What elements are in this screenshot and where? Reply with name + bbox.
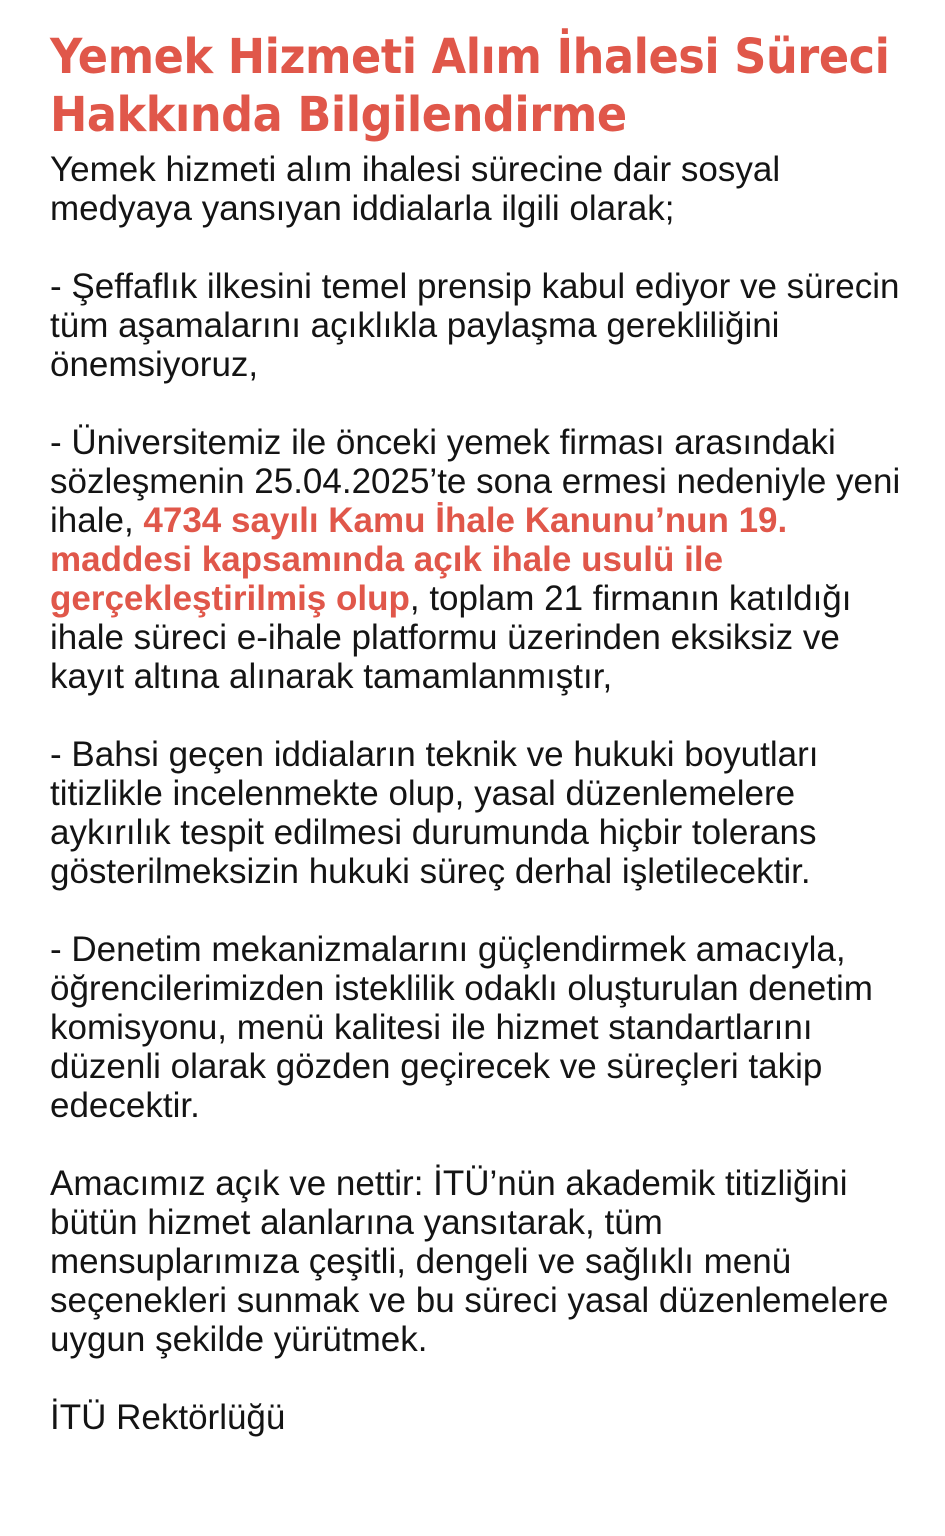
- bullet-tender-text-after: , toplam 21 firmanın katıldığı ihale süreci e-ihale platformu üzerinden eksiksiz ve kayıt altına alınarak tamamlanmıştır,: [50, 579, 852, 696]
- bullet-transparency: - Şeffaflık ilkesini temel prensip kabul ediyor ve sürecin tüm aşamalarını açıklıkla paylaşma gerekliliğini önemsiyoruz,: [50, 267, 900, 384]
- document-title: Yemek Hizmeti Alım İhalesi Süreci Hakkında Bilgilendirme: [50, 29, 890, 143]
- announcement-document: [50, 28, 920, 1476]
- signature: İTÜ Rektörlüğü: [50, 1398, 286, 1437]
- closing-paragraph: Amacımız açık ve nettir: İTÜ’nün akademik titizliğini bütün hizmet alanlarına yansıtarak, tüm mensuplarımıza çeşitli, dengeli ve sağlıklı menü seçenekleri sunmak ve bu süreci yasal düzenlemelere uygun şekilde yürütmek.: [50, 1164, 889, 1359]
- bullet-legal-review: - Bahsi geçen iddiaların teknik ve hukuki boyutları titizlikle incelenmekte olup, yasal düzenlemelere aykırılık tespit edilmesi durumunda hiçbir tolerans gösterilmeksizin hukuki süreç derhal işletilecektir.: [50, 735, 819, 891]
- bullet-audit-committee: - Denetim mekanizmalarını güçlendirmek amacıyla, öğrencilerimizden isteklilik odaklı oluşturulan denetim komisyonu, menü kalitesi ile hizmet standartlarını düzenli olarak gözden geçirecek ve süreçleri takip edecektir.: [50, 930, 873, 1125]
- intro-paragraph: Yemek hizmeti alım ihalesi sürecine dair sosyal medyaya yansıyan iddialarla ilgili olarak;: [50, 150, 781, 228]
- bullet-tender-process: [50, 423, 920, 696]
- legal-reference-highlight: 4734 sayılı Kamu İhale Kanunu’nun 19. maddesi kapsamında açık ihale usulü ile gerçekleştirilmiş olup: [50, 501, 788, 618]
- bullet-tender-text-before: - Üniversitemiz ile önceki yemek firması arasındaki sözleşmenin 25.04.2025’te sona ermesi nedeniyle yeni ihale,: [50, 423, 901, 540]
